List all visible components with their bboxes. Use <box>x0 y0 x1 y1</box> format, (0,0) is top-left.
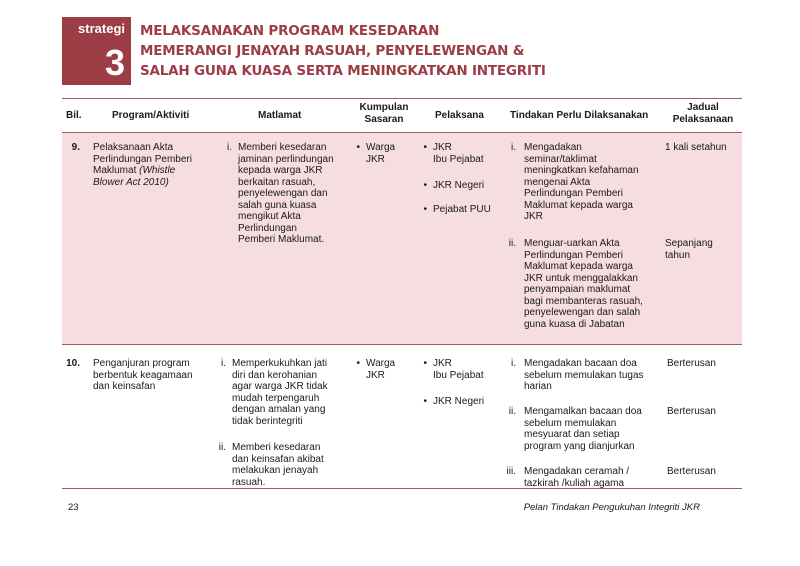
bullet-icon: • <box>423 180 427 191</box>
jadual-item <box>665 238 740 261</box>
bullet-icon: • <box>356 142 360 153</box>
pelaksana-line: Pejabat PUU <box>433 204 491 215</box>
program-text: Maklumat <box>93 165 140 176</box>
col-header-pelaksana: Pelaksana <box>435 110 484 121</box>
matlamat-line: Memberi kesedaran <box>238 142 327 153</box>
tindakan-line: Maklumat kepada warga <box>524 199 633 211</box>
table-header <box>62 99 742 132</box>
list-marker: i. <box>221 358 226 369</box>
table-row <box>62 133 742 344</box>
strategy-title-line: MELAKSANAKAN PROGRAM KESEDARAN <box>140 23 440 39</box>
tindakan-line: Menguar-uarkan Akta <box>524 238 620 249</box>
matlamat-line: berkaitan rasuah, <box>238 176 316 188</box>
matlamat-line: penyelewengan dan <box>238 188 328 199</box>
matlamat-line: kepada warga JKR <box>238 165 323 176</box>
col-header-jadual-1: Jadual <box>687 102 719 113</box>
tindakan-line: JKR untuk menggalakkan <box>524 272 638 284</box>
matlamat-line: dengan amalan yang <box>232 404 326 415</box>
tindakan-line: Mengadakan bacaan doa <box>524 358 637 369</box>
tindakan-line: bagi membanteras rasuah, <box>524 295 643 307</box>
jadual-item: Berterusan <box>667 358 716 369</box>
matlamat-line: agar warga JKR tidak <box>232 381 328 392</box>
matlamat-line: Memperkukuhkan jati <box>232 358 328 369</box>
col-header-program: Program/Aktiviti <box>112 110 190 121</box>
sasaran-line: JKR <box>366 153 385 165</box>
tindakan-line: Mengamalkan bacaan doa <box>524 406 642 417</box>
list-marker: ii. <box>218 442 226 453</box>
tindakan-line: tazkirah /kuliah agama <box>524 477 625 489</box>
matlamat-line: tidak berintegriti <box>232 415 303 427</box>
tindakan-line: penyelewengan dan salah <box>524 307 641 318</box>
list-marker: iii. <box>506 466 516 477</box>
program-line: dan keinsafan <box>93 381 156 392</box>
jadual-line: tahun <box>665 249 691 261</box>
bullet-icon: • <box>423 358 427 369</box>
strategy-word: strategi <box>78 21 125 36</box>
pelaksana-line: Ibu Pejabat <box>433 369 484 381</box>
bullet-icon: • <box>356 358 360 369</box>
col-header-jadual-2: Pelaksanaan <box>672 114 734 125</box>
jadual-line: Sepanjang <box>665 238 713 249</box>
matlamat-line: salah guna kuasa <box>238 199 317 211</box>
program-line: berbentuk keagamaan <box>93 369 193 381</box>
list-marker: ii. <box>508 238 516 249</box>
matlamat-line: jaminan perlindungan <box>238 153 334 165</box>
strategy-title-line: SALAH GUNA KUASA SERTA MENINGKATKAN INTEGRITI <box>140 63 546 79</box>
row-number: 9. <box>71 142 80 153</box>
pelaksana-line: Ibu Pejabat <box>433 153 484 165</box>
document-title: Pelan Tindakan Pengukuhan Integriti JKR <box>523 502 700 513</box>
program-line: Penganjuran program <box>93 358 190 369</box>
pelaksana-line: JKR <box>433 142 452 153</box>
list-marker: i. <box>227 142 232 153</box>
tindakan-line: Mengadakan <box>524 142 582 153</box>
col-header-kumpulan: Kumpulan <box>359 102 409 113</box>
jadual-item: Berterusan <box>667 466 716 477</box>
matlamat-line: Perlindungan <box>238 222 297 234</box>
col-header-bil: Bil. <box>66 110 82 121</box>
bullet-icon: • <box>423 396 427 407</box>
tindakan-line: JKR <box>524 211 543 222</box>
tindakan-line: Perlindungan Pemberi <box>524 188 623 199</box>
tindakan-line: mengenai Akta <box>524 176 591 188</box>
tindakan-line: harian <box>524 381 552 392</box>
jadual-item: Berterusan <box>667 406 716 417</box>
tindakan-line: Maklumat kepada warga <box>524 261 633 272</box>
col-header-tindakan: Tindakan Perlu Dilaksanakan <box>510 110 649 121</box>
tindakan-line: Perlindungan Pemberi <box>524 249 623 261</box>
table-row <box>62 345 742 488</box>
program-line: Pelaksanaan Akta <box>93 142 174 153</box>
pelaksana-line: JKR Negeri <box>433 396 485 407</box>
col-header-sasaran: Sasaran <box>364 114 404 125</box>
sasaran-line: JKR <box>366 369 385 381</box>
program-italic-line: Blower Act 2010) <box>93 176 169 188</box>
program-cell <box>93 142 233 188</box>
col-header-matlamat: Matlamat <box>258 110 302 121</box>
sasaran-line: Warga <box>366 358 396 369</box>
matlamat-line: mengikut Akta <box>238 211 301 222</box>
list-marker: i. <box>511 142 516 153</box>
list-marker: i. <box>511 358 516 369</box>
strategy-title <box>140 21 546 81</box>
tindakan-line: sebelum memulakan tugas <box>524 369 644 381</box>
strategy-number: 3 <box>104 42 125 83</box>
sasaran-line: Warga <box>366 142 396 153</box>
row-number: 10. <box>66 358 80 369</box>
program-italic-text: (Whistle <box>139 165 176 176</box>
tindakan-line: sebelum memulakan <box>524 417 617 429</box>
program-line: Perlindungan Pemberi <box>93 153 192 165</box>
strategy-title-line: MEMERANGI JENAYAH RASUAH, PENYELEWENGAN & <box>140 43 525 59</box>
pelaksana-line: JKR Negeri <box>433 180 485 191</box>
bullet-icon: • <box>423 204 427 215</box>
tindakan-line: guna kuasa di Jabatan <box>524 318 625 330</box>
tindakan-line: mesyuarat dan setiap <box>524 429 620 440</box>
matlamat-line: diri dan kerohanian <box>232 369 318 381</box>
tindakan-line: Mengadakan ceramah / <box>524 466 630 477</box>
program-line <box>93 165 233 177</box>
page-number: 23 <box>68 502 79 513</box>
jadual-line: 1 kali setahun <box>665 142 727 153</box>
strategy-badge <box>62 17 131 85</box>
col-header-kumpulan-sasaran <box>348 102 420 126</box>
bullet-icon: • <box>423 142 427 153</box>
col-header-jadual <box>667 102 739 126</box>
matlamat-line: dan keinsafan akibat <box>232 453 324 465</box>
tindakan-line: penyampaian maklumat <box>524 284 631 295</box>
matlamat-line: Memberi kesedaran <box>232 442 321 453</box>
matlamat-line: mudah terpengaruh <box>232 392 320 404</box>
matlamat-line: melakukan jenayah <box>232 465 319 476</box>
tindakan-line: meningkatkan kefahaman <box>524 165 639 176</box>
matlamat-line: Pemberi Maklumat. <box>238 234 325 245</box>
tindakan-line: program yang dianjurkan <box>524 440 635 452</box>
jadual-item <box>665 142 740 154</box>
matlamat-line: rasuah. <box>232 476 266 488</box>
list-marker: ii. <box>508 406 516 417</box>
pelaksana-line: JKR <box>433 358 452 369</box>
tindakan-line: seminar/taklimat <box>524 153 597 165</box>
